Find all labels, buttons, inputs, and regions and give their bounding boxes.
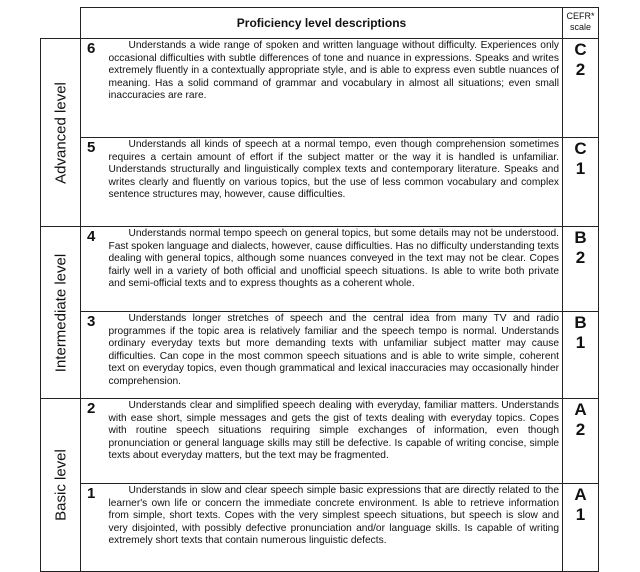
- table-title: Proficiency level descriptions: [81, 8, 563, 39]
- group-label-basic: Basic level: [52, 449, 69, 521]
- group-label-advanced: Advanced level: [52, 81, 69, 184]
- cefr-level: [563, 39, 599, 138]
- level-row-2: [41, 399, 599, 484]
- cefr-level: [563, 227, 599, 312]
- header-row: [41, 8, 599, 39]
- cefr-letter: A: [574, 485, 587, 504]
- group-advanced: [41, 39, 81, 227]
- level-description: Understands normal tempo speech on general topics, but some details may not be understood. Fast spoken language and dialects, however, cause difficulties. Has no difficulty understanding texts dealing with general topics, although some nuances conveyed in the text may not be clear. Copes fairly well in a variety of both official and unofficial speech situations. Is able to write both private and semi-official texts and to express thoughts as a coherent whole.: [107, 227, 563, 312]
- level-description: Understands all kinds of speech at a normal tempo, even though comprehension sometimes requires a certain amount of effort if the subject matter or the way it is handled is unfamiliar. Understands structurally and linguistically complex texts and contemporary literature. Speaks and writes clearly and fluently on various topics, but the use of less common vocabulary and complex sentence structures may, however, cause difficulties.: [107, 138, 563, 227]
- cefr-number: 2: [575, 60, 586, 79]
- cefr-scale-header: CEFR* scale: [563, 8, 599, 39]
- level-number: 6: [81, 39, 107, 138]
- cefr-level: [563, 484, 599, 572]
- cefr-level: [563, 138, 599, 227]
- level-description: Understands longer stretches of speech and the central idea from many TV and radio programmes if the topic area is relatively familiar and the speech tempo is normal. Understands ordinary everyday texts but more demanding texts with unfamiliar subject matter may cause difficulties. Can cope in the most common speech situations and is able to write simple, coherent text on everyday topics, even though grammatical and lexical inaccuracies may occasionally hinder comprehension.: [107, 312, 563, 399]
- level-row-1: [41, 484, 599, 572]
- level-row-5: [41, 138, 599, 227]
- level-description: Understands in slow and clear speech simple basic expressions that are directly related to the learner's own life or concern the immediate concrete environment. Is able to retrieve information from simple, short texts. Copes with the very simplest speech situations, but speech is slow and very disjointed, with possibly defective pronunciation and/or language skills. Is capable of writing extremely short texts that contain numerous linguistic defects.: [107, 484, 563, 572]
- cefr-letter: C: [574, 40, 587, 59]
- cefr-number: 2: [575, 248, 586, 267]
- cefr-number: 1: [575, 505, 586, 524]
- cefr-level: [563, 399, 599, 484]
- header-blank-cell: [41, 8, 81, 39]
- level-number: 1: [81, 484, 107, 572]
- cefr-letter: A: [574, 400, 587, 419]
- cefr-level: [563, 312, 599, 399]
- proficiency-table: [40, 7, 599, 572]
- cefr-letter: C: [574, 139, 587, 158]
- level-row-6: [41, 39, 599, 138]
- level-number: 5: [81, 138, 107, 227]
- group-basic: [41, 399, 81, 572]
- level-description: Understands clear and simplified speech dealing with everyday, familiar matters. Understands with ease short, simple messages and gets the gist of texts dealing with everyday topics. Copes with routine speech situations requiring simple exchanges of information, even though pronunciation or general language skills may still be defective. Is capable of writing concise, simple texts about everyday matters, but the text may be fragmented.: [107, 399, 563, 484]
- cefr-number: 1: [575, 333, 586, 352]
- group-intermediate: [41, 227, 81, 399]
- level-number: 4: [81, 227, 107, 312]
- level-row-4: [41, 227, 599, 312]
- cefr-letter: B: [574, 228, 587, 247]
- level-row-3: [41, 312, 599, 399]
- group-label-intermediate: Intermediate level: [52, 253, 69, 372]
- cefr-letter: B: [574, 313, 587, 332]
- level-number: 3: [81, 312, 107, 399]
- level-description: Understands a wide range of spoken and written language without difficulty. Experiences only occasional difficulties with subtle differences of tone and nuance in expressions. Speaks and writes extremely fluently in a contextually appropriate style, and is able to express even subtle nuances of meaning. Has a solid command of grammar and vocabulary in almost all situations; even small inaccuracies are rare.: [107, 39, 563, 138]
- level-number: 2: [81, 399, 107, 484]
- cefr-number: 2: [575, 420, 586, 439]
- cefr-number: 1: [575, 159, 586, 178]
